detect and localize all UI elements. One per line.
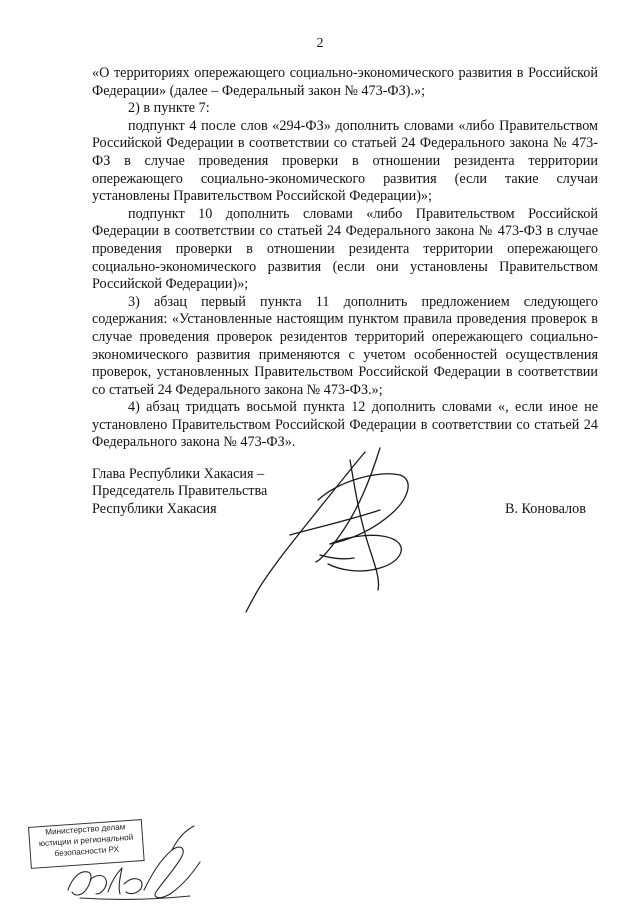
paragraph-item-2: 2) в пункте 7: <box>128 100 210 117</box>
paragraph-subitem-10: подпункт 10 дополнить словами «либо Правительством Российской Федерации в соответствии со статьей 24 Федерального закона № 473-ФЗ в случае проведения проверки в отношении резидента территории опережающего социально-экономического развития (если они установлены Правительством Российской Федерации)»; <box>92 205 598 293</box>
stamp-line: безопасности РХ <box>54 844 120 859</box>
paragraph-item-3: 3) абзац первый пункта 11 дополнить предложением следующего содержания: «Установленные настоящим пунктом правила проведения проверок в случае проведения проверок резидентов территорий опережающего социально-экономического развития применяются с учетом особенностей осуществления проверок, установленных Правительством Российской Федерации в соответствии со статьей 24 Федерального закона № 473-ФЗ.»; <box>92 293 598 398</box>
registration-stamp <box>28 819 145 869</box>
page-number: 2 <box>316 36 324 51</box>
handwritten-signature <box>230 440 430 620</box>
paragraph-subitem-4: подпункт 4 после слов «294-ФЗ» дополнить словами «либо Правительством Российской Федерации в соответствии со статьей 24 Федерального закона № 473-ФЗ в случае проведения проверки в отношении резидента территории опережающего социально-экономического развития (если такие случаи установлены Правительством Российской Федерации)»; <box>92 117 598 205</box>
paragraph-item-4: 4) абзац тридцать восьмой пункта 12 дополнить словами «, если иное не установлено Правительством Российской Федерации в соответствии со статьей 24 Федерального закона № 473-ФЗ». <box>92 399 598 451</box>
document-body <box>92 65 598 452</box>
stamp-line: Министерство делам <box>44 822 126 837</box>
signatory-title-line: Глава Республики Хакасия – <box>92 466 265 482</box>
signatory-title-line: Республики Хакасия <box>92 500 217 517</box>
signatory-name: В. Коновалов <box>505 501 586 517</box>
stamp-line: юстиции и региональной <box>38 832 134 849</box>
signatory-title-line: Председатель Правительства <box>92 483 268 500</box>
paragraph-continuation: «О территориях опережающего социально-экономического развития в Российской Федерации» (далее – Федеральный закон № 473-ФЗ).»; <box>92 65 598 99</box>
